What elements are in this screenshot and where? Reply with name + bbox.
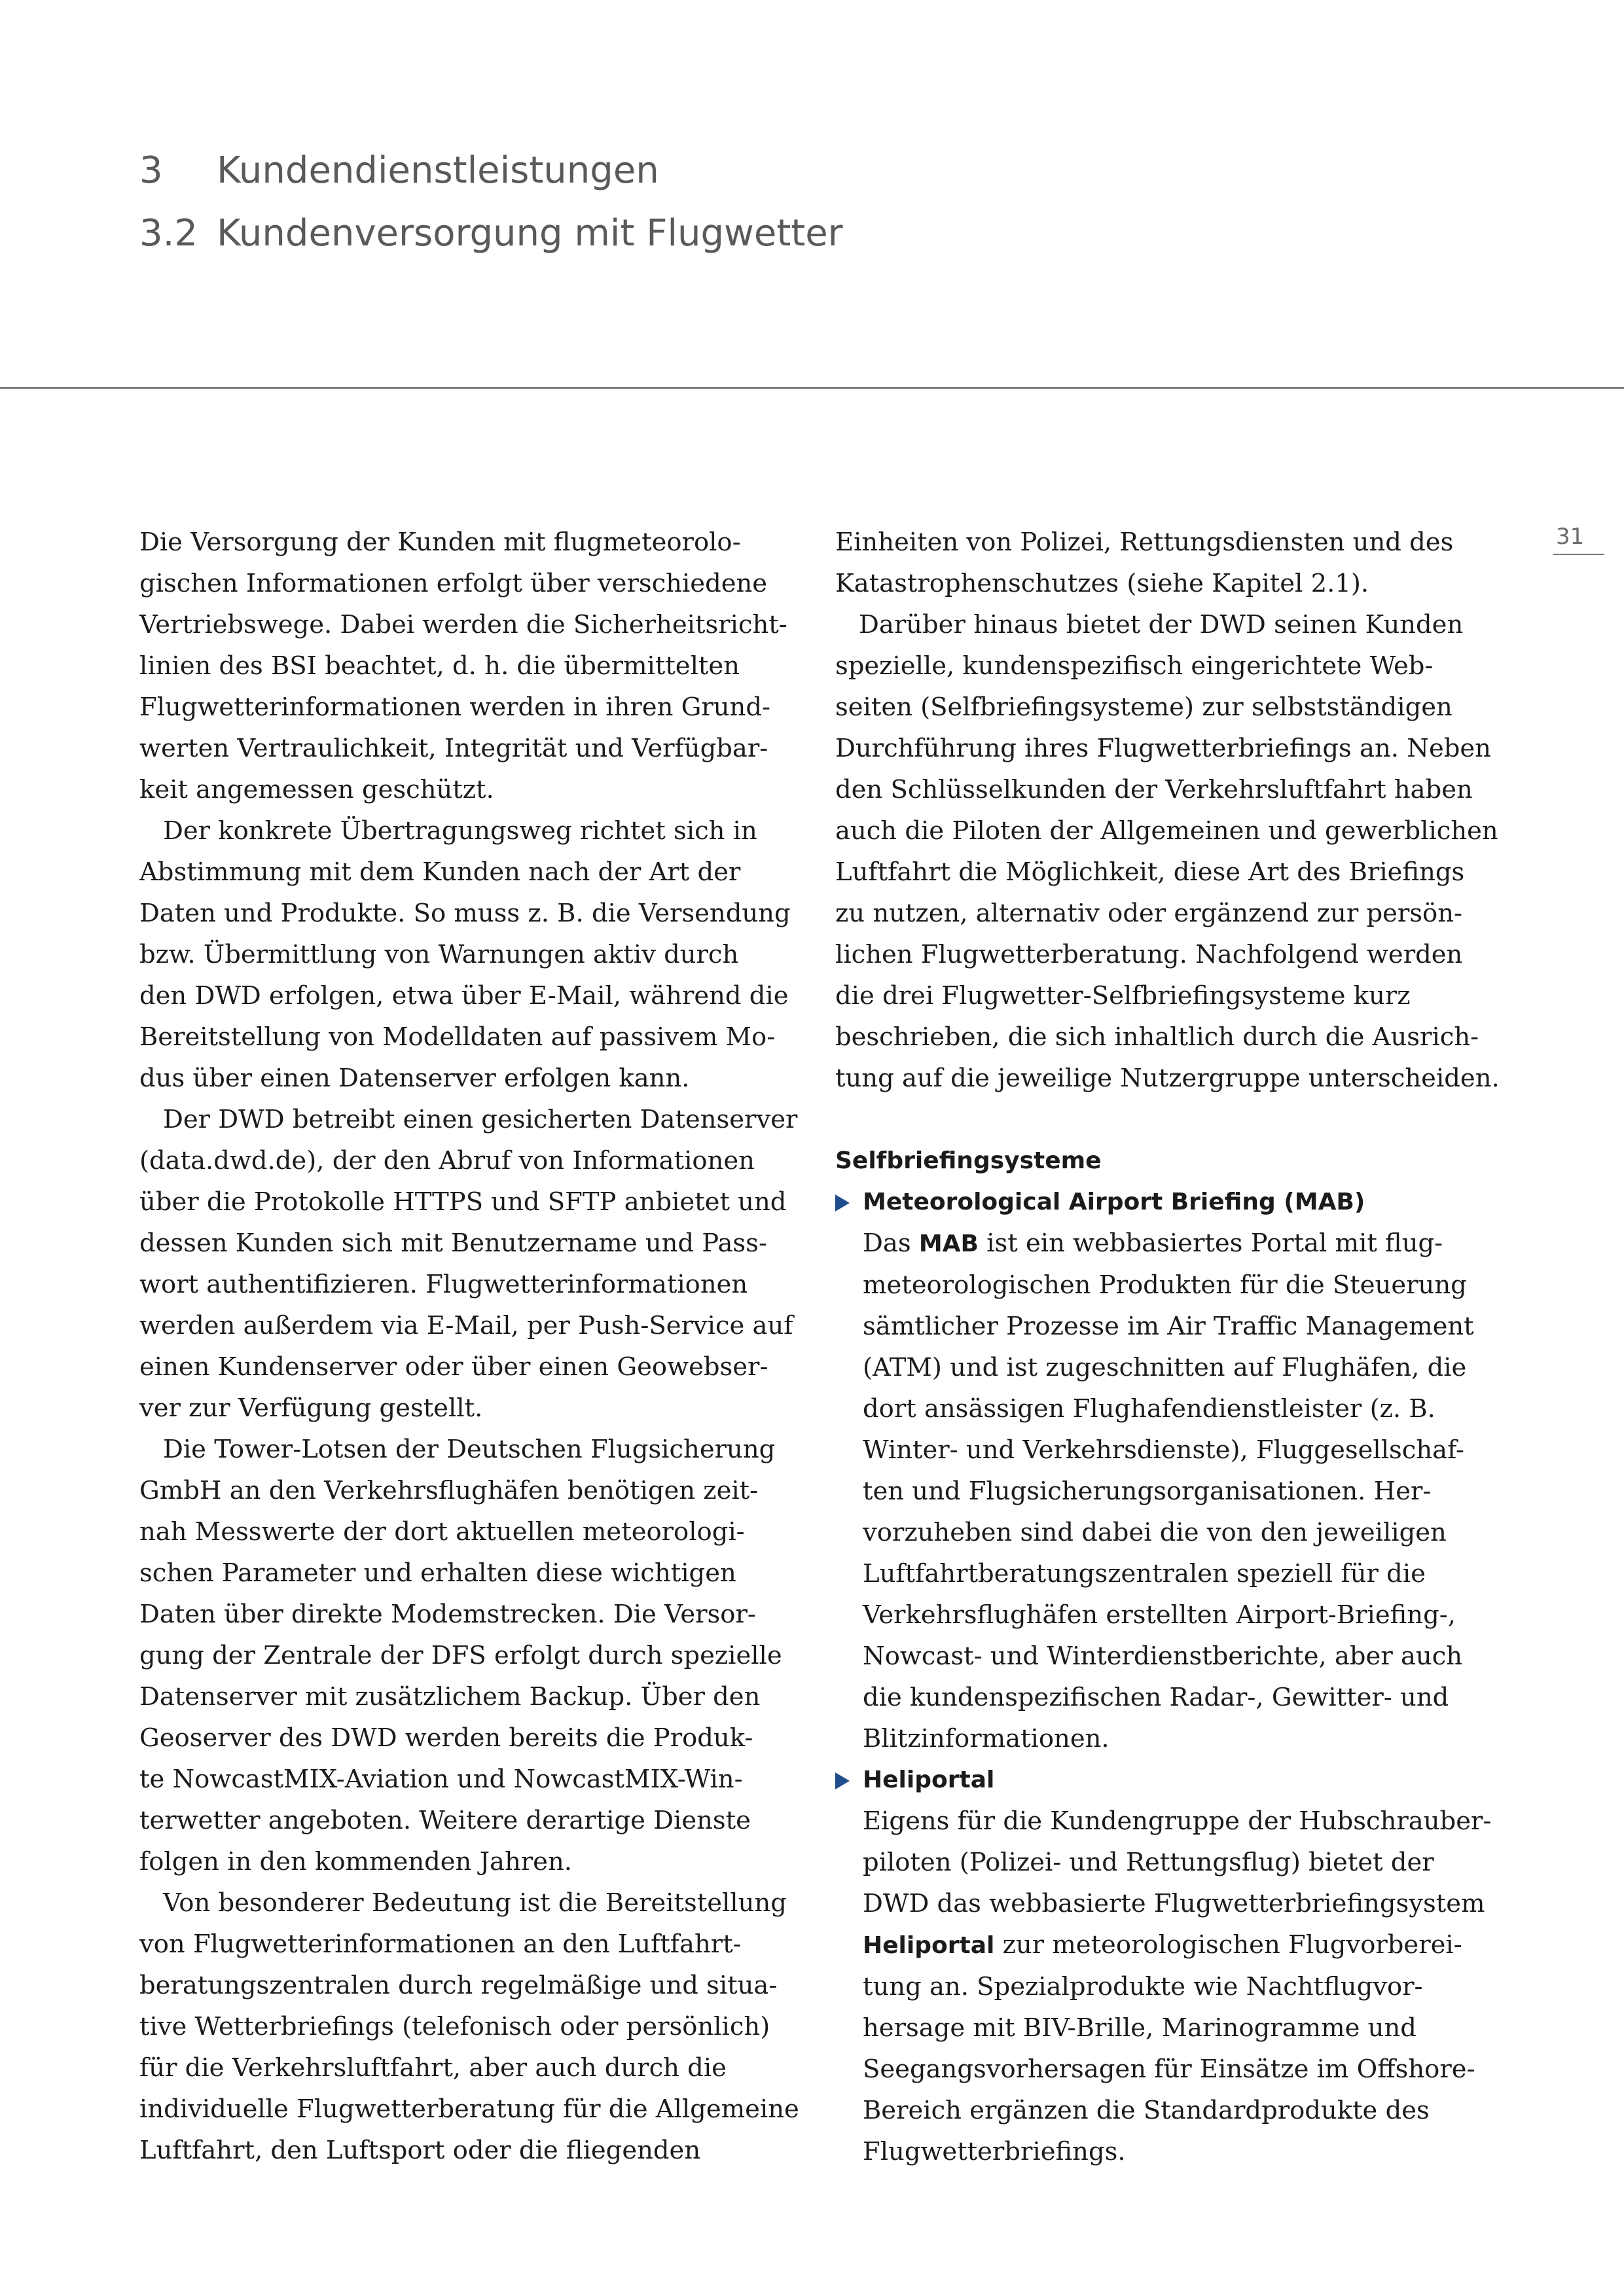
paragraph [139, 1429, 801, 1882]
text-line: die kundenspezifischen Radar-, Gewitter- und [863, 1683, 1449, 1712]
paragraph [139, 1882, 801, 2171]
section-number: 3.2 [139, 212, 198, 255]
paragraph [139, 1099, 801, 1429]
text-line: lichen Flugwetterberatung. Nachfolgend werden [835, 940, 1463, 969]
text-line: den Schlüsselkunden der Verkehrsluftfahrt haben [835, 775, 1473, 804]
left-column [139, 522, 801, 2171]
paragraph-continued [835, 522, 1503, 604]
text-line: spezielle, kundenspezifisch eingerichtete Web- [835, 651, 1434, 681]
bullet-mab-body [835, 1223, 1503, 1759]
text-line: die drei Flugwetter-Selfbriefingsysteme kurz [835, 981, 1411, 1011]
text-line: den DWD erfolgen, etwa über E-Mail, während die [139, 981, 789, 1011]
text-line: wort authentifizieren. Flugwetterinformationen [139, 1270, 748, 1299]
text-line: Nowcast- und Winterdienstberichte, aber auch [863, 1641, 1463, 1671]
text-line: Abstimmung mit dem Kunden nach der Art der [139, 857, 741, 887]
text-line: Winter- und Verkehrsdienste), Fluggesellschaf- [863, 1435, 1464, 1465]
text-line: Bereitstellung von Modelldaten auf passivem Mo- [139, 1022, 776, 1052]
text-line: von Flugwetterinformationen an den Luftfahrt- [139, 1929, 742, 1959]
text-line: Seegangsvorhersagen für Einsätze im Offshore- [863, 2054, 1475, 2084]
text-line: hersage mit BIV-Brille, Marinogramme und [863, 2013, 1416, 2043]
text-line: ver zur Verfügung gestellt. [139, 1393, 483, 1423]
text-line: Katastrophenschutzes (siehe Kapitel 2.1). [835, 569, 1369, 598]
text-line: bzw. Übermittlung von Warnungen aktiv durch [139, 940, 739, 969]
text-line: Datenserver mit zusätzlichem Backup. Über den [139, 1682, 761, 1712]
text-line: ten und Flugsicherungsorganisationen. Her- [863, 1477, 1432, 1506]
text-line: linien des BSI beachtet, d. h. die übermittelten [139, 651, 740, 681]
text-line: tung an. Spezialprodukte wie Nachtflugvor- [863, 1972, 1423, 2001]
text-line: te NowcastMIX-Aviation und NowcastMIX-Win- [139, 1765, 743, 1794]
text-line: Geoserver des DWD werden bereits die Produk- [139, 1723, 753, 1753]
paragraph-selfbriefing-intro [835, 604, 1503, 1099]
text-line: auch die Piloten der Allgemeinen und gewerblichen [835, 816, 1498, 846]
text-line: Luftfahrt die Möglichkeit, diese Art des Briefings [835, 857, 1465, 887]
text-line: Flugwetterinformationen werden in ihren Grund- [139, 692, 771, 722]
text-line: gung der Zentrale der DFS erfolgt durch spezielle [139, 1641, 782, 1670]
text-line: werten Vertraulichkeit, Integrität und Verfügbar- [139, 734, 768, 763]
text-line: einen Kundenserver oder über einen Geowebser- [139, 1352, 768, 1382]
text-line: Durchführung ihres Flugwetterbriefings an. Neben [835, 734, 1491, 763]
text-line: dessen Kunden sich mit Benutzername und Pass- [139, 1229, 767, 1258]
bullet-mab-title [835, 1181, 1503, 1223]
bullet-heliportal-body [835, 1801, 1503, 2172]
chapter-number: 3 [139, 149, 163, 192]
text-line: zu nutzen, alternativ oder ergänzend zur persön- [835, 899, 1463, 928]
text-line: beratungszentralen durch regelmäßige und situa- [139, 1971, 778, 2000]
text-line: (ATM) und ist zugeschnitten auf Flughäfen, die [863, 1353, 1467, 1382]
text-line: Darüber hinaus bietet der DWD seinen Kunden [859, 610, 1464, 639]
text-line: Der konkrete Übertragungsweg richtet sich in [163, 816, 757, 846]
text-line: vorzuheben sind dabei die von den jeweiligen [863, 1518, 1447, 1547]
triangle-bullet-icon [835, 1194, 850, 1211]
triangle-bullet-icon [835, 1772, 850, 1789]
text-line: Eigens für die Kundengruppe der Hubschrauber- [863, 1806, 1492, 1836]
text-line: gischen Informationen erfolgt über verschiedene [139, 569, 768, 598]
text-line: Daten und Produkte. So muss z. B. die Versendung [139, 899, 791, 928]
heliportal-keyword-line: Heliportal zur meteorologischen Flugvorberei- [863, 1930, 1462, 1960]
text-line: Die Tower-Lotsen der Deutschen Flugsicherung [163, 1435, 776, 1464]
text-line: Die Versorgung der Kunden mit flugmeteorolo- [139, 528, 741, 557]
text-line: DWD das webbasierte Flugwetterbriefingsystem [863, 1889, 1485, 1918]
subheading-selfbriefingsysteme: Selfbriefingsysteme [835, 1147, 1102, 1174]
text-line: über die Protokolle HTTPS und SFTP anbietet und [139, 1187, 787, 1217]
paragraph [139, 810, 801, 1099]
text-line: Von besonderer Bedeutung ist die Bereitstellung [163, 1888, 787, 1918]
text-line: keit angemessen geschützt. [139, 775, 494, 804]
text-line: Daten über direkte Modemstrecken. Die Versor- [139, 1600, 756, 1629]
text-line: Flugwetterbriefings. [863, 2137, 1126, 2166]
text-line: schen Parameter und erhalten diese wichtigen [139, 1558, 736, 1588]
text-line: tung auf die jeweilige Nutzergruppe unterscheiden. [835, 1064, 1500, 1093]
text-line: für die Verkehrsluftfahrt, aber auch durch die [139, 2053, 727, 2083]
keyword-heliportal: Heliportal [863, 1932, 995, 1959]
paragraph [139, 522, 801, 810]
text-line: GmbH an den Verkehrsflughäfen benötigen zeit- [139, 1476, 759, 1505]
text-line: Luftfahrtberatungszentralen speziell für die [863, 1559, 1426, 1588]
text-line: Verkehrsflughäfen erstellten Airport-Briefing-, [863, 1600, 1456, 1630]
text-line: Blitzinformationen. [863, 1724, 1110, 1753]
text-line: dort ansässigen Flughafendienstleister (z. B. [863, 1394, 1435, 1424]
text-line: beschrieben, die sich inhaltlich durch die Ausrich- [835, 1022, 1479, 1052]
text-line: sämtlicher Prozesse im Air Traffic Management [863, 1312, 1474, 1341]
section-heading [139, 212, 843, 255]
bullet-heliportal-title-text: Heliportal [863, 1767, 995, 1793]
mab-first-line: Das MAB ist ein webbasiertes Portal mit flug- [863, 1229, 1443, 1258]
section-title: Kundenversorgung mit Flugwetter [217, 212, 843, 255]
page-number: 31 [1553, 524, 1604, 555]
header-divider [0, 387, 1624, 389]
text-line: folgen in den kommenden Jahren. [139, 1847, 572, 1876]
bullet-mab-title-text: Meteorological Airport Briefing (MAB) [863, 1189, 1365, 1215]
text-line: Bereich ergänzen die Standardprodukte des [863, 2096, 1430, 2125]
text-line: seiten (Selfbriefingsysteme) zur selbstständigen [835, 692, 1453, 722]
keyword-mab: MAB [918, 1230, 979, 1257]
text-line: individuelle Flugwetterberatung für die Allgemeine [139, 2094, 799, 2124]
text-line: terwetter angeboten. Weitere derartige Dienste [139, 1806, 751, 1835]
text-line: (data.dwd.de), der den Abruf von Informationen [139, 1146, 755, 1175]
text-line: tive Wetterbriefings (telefonisch oder persönlich) [139, 2012, 770, 2041]
right-column [835, 522, 1503, 2172]
text-line: dus über einen Datenserver erfolgen kann. [139, 1064, 690, 1093]
text-line: Einheiten von Polizei, Rettungsdiensten und des [835, 528, 1454, 557]
text-line: Vertriebswege. Dabei werden die Sicherheitsricht- [139, 610, 787, 639]
text-line: meteorologischen Produkten für die Steuerung [863, 1270, 1467, 1300]
text-line: piloten (Polizei- und Rettungsflug) bietet der [863, 1848, 1434, 1877]
chapter-heading [139, 149, 659, 192]
bullet-heliportal-title [835, 1759, 1503, 1801]
text-line: Der DWD betreibt einen gesicherten Datenserver [163, 1105, 798, 1134]
chapter-title: Kundendienstleistungen [217, 149, 659, 192]
text-line: werden außerdem via E-Mail, per Push-Service auf [139, 1311, 793, 1340]
text-line: nah Messwerte der dort aktuellen meteorologi- [139, 1517, 745, 1547]
text-line: Luftfahrt, den Luftsport oder die fliegenden [139, 2136, 701, 2165]
